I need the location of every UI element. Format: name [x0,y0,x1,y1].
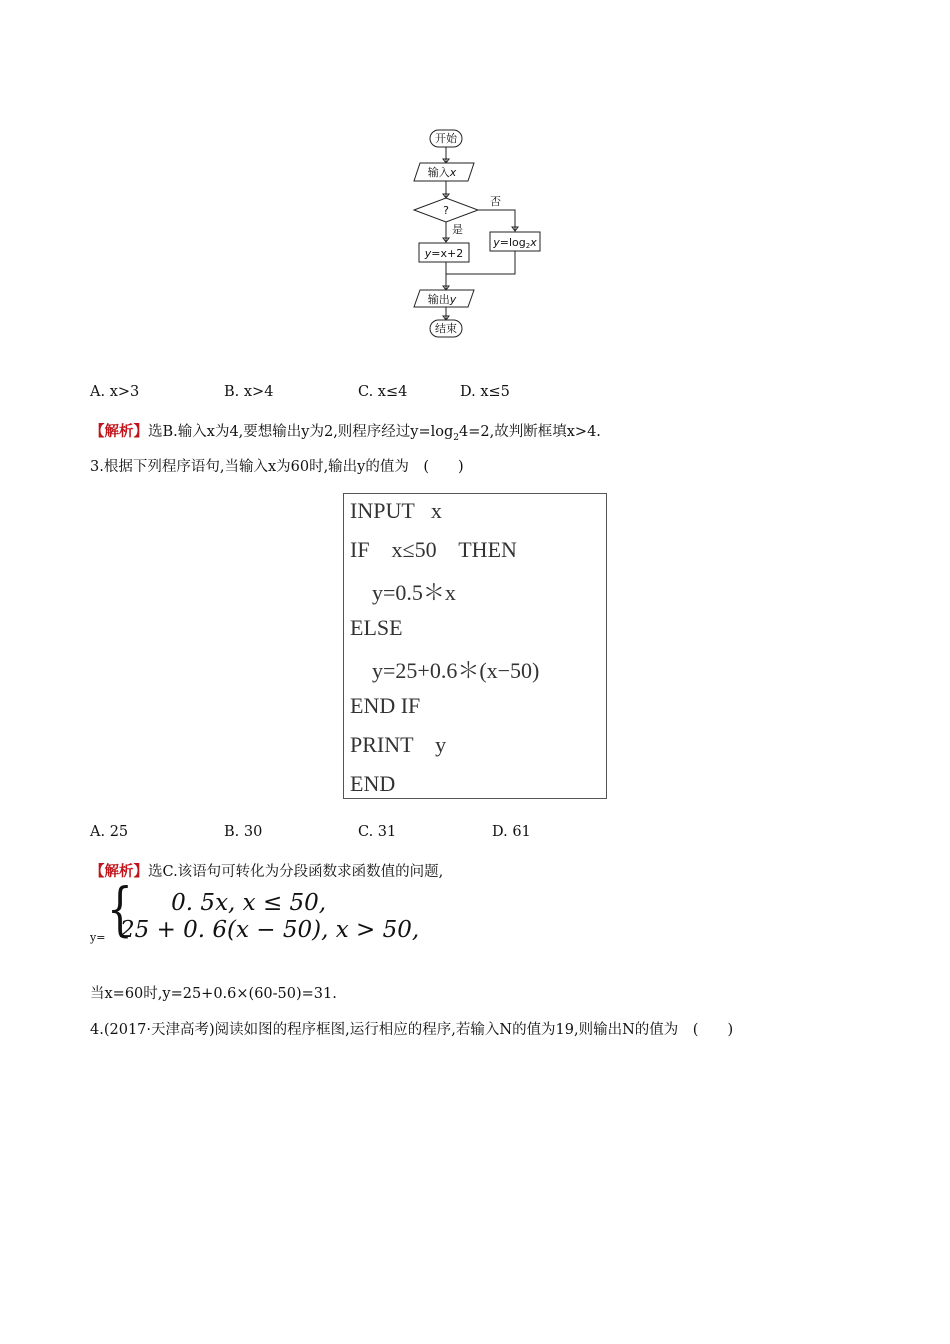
code-line: END IF [350,693,421,718]
flowchart-diagram [408,126,548,341]
flowchart-no-box-label: y=log2x [493,236,537,250]
solution-tag: 【解析】 [90,863,148,880]
q3-solution-text: 选C.该语句可转化为分段函数求函数值的问题, [148,864,444,880]
code-line: y=25+0.6＊(x−50) [350,658,540,683]
q3-option-b: B. 30 [224,824,263,840]
piecewise-prefix: y= [90,931,106,944]
code-line: IF x≤50 THEN [350,537,517,562]
flowchart-start-label: 开始 [435,132,457,145]
code-line: INPUT x [350,498,442,523]
code-line: END [350,771,396,796]
piecewise-function [90,875,450,950]
piecewise-line-1: 0. 5x, x ≤ 50, [120,890,327,916]
q3-question: 3.根据下列程序语句,当输入x为60时,输出y的值为 ( ) [90,459,464,475]
q2-solution-text-end: 4=2,故判断框填x>4. [459,424,601,440]
flowchart-yes-box-label: y=x+2 [424,247,464,260]
flowchart-yes-label: 是 [452,223,463,236]
q2-option-c: C. x≤4 [358,384,408,400]
q2-option-a: A. x>3 [90,384,140,400]
q4-question: 4.(2017·天津高考)阅读如图的程序框图,运行相应的程序,若输入N的值为19,则输出N的值为 ( ) [90,1022,734,1038]
flowchart-end-label: 结束 [435,322,457,335]
code-line: ELSE [350,615,403,640]
piecewise-line-2: 25 + 0. 6(x − 50), x > 50, [120,917,420,943]
flowchart-no-label: 否 [490,195,501,208]
q2-solution [90,420,601,443]
solution-tag: 【解析】 [90,423,148,440]
q3-result: 当x=60时,y=25+0.6×(60-50)=31. [90,986,337,1002]
q3-option-a: A. 25 [90,824,129,840]
program-code-box [343,493,607,799]
q2-solution-text: 选B.输入x为4,要想输出y为2,则程序经过y=log [148,424,454,440]
q2-option-b: B. x>4 [224,384,274,400]
flowchart-output-label: 输出y [427,293,457,306]
q3-option-d: D. 61 [492,824,531,840]
code-line: PRINT y [350,732,447,757]
q3-option-c: C. 31 [358,824,397,840]
flowchart-input-label: 输入x [427,166,457,179]
code-line: y=0.5＊x [350,580,456,605]
q3-solution [90,860,443,881]
q2-option-d: D. x≤5 [460,384,510,400]
q2-solution-subscript: 2 [453,432,460,443]
piecewise-brace: { [107,875,133,943]
flowchart-decision-label: ? [443,204,449,217]
